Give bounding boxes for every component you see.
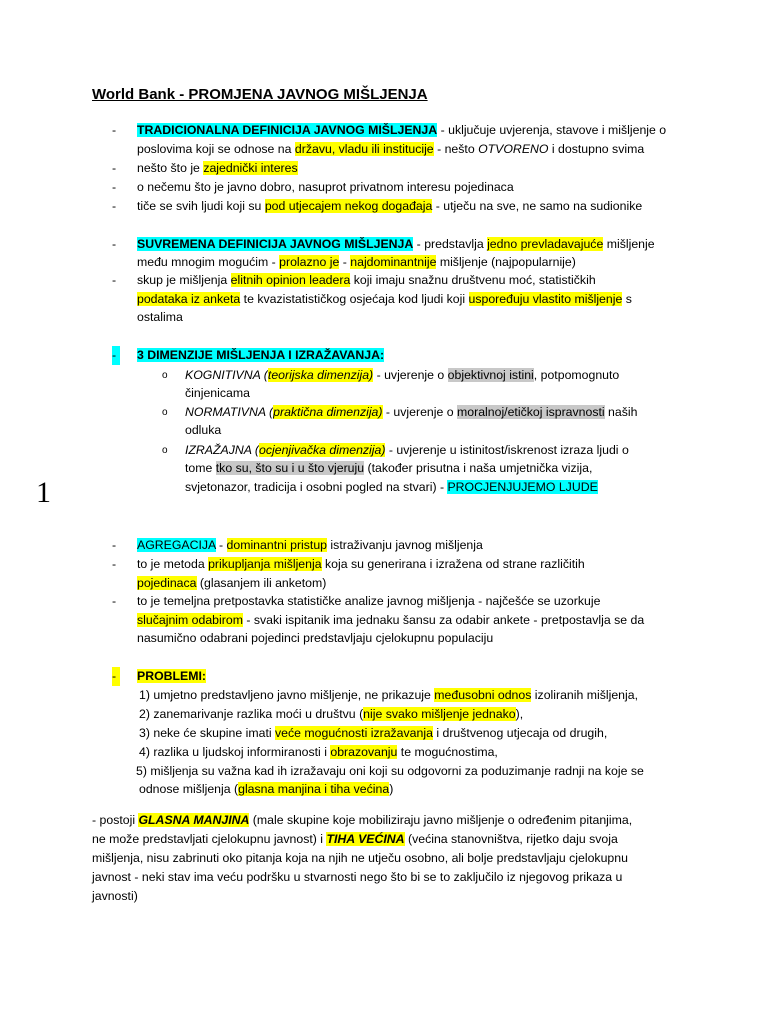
paragraph-line [92,830,618,849]
paragraph-line [137,271,596,290]
page-number: 1 [36,476,51,509]
paragraph-line [137,235,655,254]
bullet-dash: - [112,199,117,213]
text-run: naših [604,405,638,419]
text-run: - [215,538,227,552]
text-run: (većina stanovništva, rijetko daju svoja [404,832,618,846]
bullet-dash: - [112,667,120,686]
text-run: - uključuje uvjerenja, stavove i mišljenje o [437,123,667,137]
highlighted-term: nije svako mišljenje jednako [363,707,516,721]
text-run: ne može predstavljati cjelokupnu javnost) i [92,832,327,846]
highlighted-term: zajednički interes [203,161,298,175]
highlighted-term: GLASNA MANJINA [138,813,250,827]
highlighted-term: najdominantnije [350,255,437,269]
highlighted-term: AGREGACIJA [137,538,216,552]
highlighted-term: ocjenjivačka dimenzija) [259,443,386,457]
highlighted-term: glasna manjina i tiha većina [238,782,390,796]
text-run: koji imaju snažnu društvenu moć, statističkih [350,273,596,287]
text-run: skup je mišljenja [137,273,231,287]
document-title: World Bank - PROMJENA JAVNOG MIŠLJENJA [92,86,428,103]
text-run: 2) zanemarivanje razlika moći u društvu ( [139,707,364,721]
text-run: - uvjerenje o [382,405,458,419]
paragraph-line: mišljenja, nisu zabrinuti oko pitanja koja na njih ne utječu osobno, ali bolje predstavljaju cjelokupnu [92,851,628,865]
text-run: - uvjerenje u istinitost/iskrenost izraza ljudi o [385,443,629,457]
highlighted-term: uspoređuju vlastito mišljenje [468,292,623,306]
highlighted-term: prolazno je [279,255,340,269]
paragraph-line: činjenicama [185,386,250,400]
highlighted-term: SUVREMENA DEFINICIJA JAVNOG MIŠLJENJA [137,237,414,251]
paragraph-line [185,366,619,385]
bullet-dash: - [112,594,117,608]
text-run: to je metoda [137,557,209,571]
text-run: - nešto [433,142,479,156]
highlighted-term: praktična dimenzija) [273,405,383,419]
text-run: među mnogim mogućim - [137,255,280,269]
paragraph-line [185,441,629,460]
highlighted-term: državu, vladu ili institucije [294,142,434,156]
bullet-dash: - [112,237,117,251]
paragraph-line [137,159,298,178]
text-run: (glasanjem ili anketom) [196,576,327,590]
paragraph-line [137,555,585,574]
paragraph-line: javnost - neki stav ima veću podršku u stvarnosti nego što bi se to zaključilo iz njegovog prikaza u [92,870,623,884]
text-run: - [339,255,351,269]
italic-term: NORMATIVNA ( [185,405,274,419]
text-run: poslovima koji se odnose na [137,142,295,156]
text-run: , potpomognuto [533,368,620,382]
bullet-dash: - [112,557,117,571]
bullet-circle: o [162,370,168,381]
paragraph-line [137,140,644,159]
highlighted-term: TIHA VEĆINA [326,832,405,846]
bullet-dash: - [112,161,117,175]
paragraph-line [185,403,637,422]
highlighted-heading: PROBLEMI: [137,669,206,683]
paragraph-line [137,536,483,555]
paragraph-line [139,705,523,724]
text-run: ) [389,782,394,796]
paragraph-line [137,574,326,593]
text-run: mišljenje (najpopularnije) [436,255,576,269]
text-run: istraživanju javnog mišljenja [327,538,483,552]
text-run: izoliranih mišljenja, [531,688,639,702]
highlighted-term: elitnih opinion leadera [230,273,351,287]
highlighted-term: jedno prevladavajuće [487,237,604,251]
highlighted-term: TRADICIONALNA DEFINICIJA JAVNOG MIŠLJENJA [137,123,438,137]
paragraph-line [139,686,638,705]
bullet-dash: - [112,346,120,365]
paragraph-line [139,780,393,799]
text-run: te kvazistatističkog osjećaja kod ljudi koji [240,292,469,306]
highlighted-term: veće mogućnosti izražavanja [275,726,433,740]
bullet-dash: - [112,273,117,287]
text-run: - utječu na sve, ne samo na sudionike [432,199,643,213]
text-run: - predstavlja [413,237,488,251]
paragraph-line [137,197,642,216]
highlighted-term: pojedinaca [137,576,197,590]
paragraph-line [137,121,666,140]
paragraph-line: 5) mišljenja su važna kad ih izražavaju oni koji su odgovorni za poduzimanje radnji na koje se [136,764,644,778]
paragraph-line [92,811,632,830]
paragraph-line [137,253,576,272]
text-run: - svaki ispitanik ima jednaku šansu za odabir ankete - pretpostavlja se da [242,613,645,627]
highlighted-heading: 3 DIMENZIJE MIŠLJENJA I IZRAŽAVANJA: [137,348,385,362]
highlighted-term: prikupljanja mišljenja [208,557,322,571]
text-run: 1) umjetno predstavljeno javno mišljenje, ne prikazuje [139,688,435,702]
paragraph-line: to je temeljna pretpostavka statističke analize javnog mišljenja - najčešće se uzorkuje [137,594,601,608]
text-run: odnose mišljenja ( [139,782,239,796]
text-run: nešto što je [137,161,204,175]
paragraph-line [137,290,632,309]
text-run: i dostupno svima [548,142,645,156]
paragraph-line: nasumično odabrani pojedinci predstavljaju cjelokupnu populaciju [137,631,494,645]
italic-term: IZRAŽAJNA ( [185,443,260,457]
text-run: 4) razlika u ljudskoj informiranosti i [139,745,331,759]
text-run: ), [515,707,524,721]
highlighted-term: međusobni odnos [434,688,532,702]
section-heading [137,346,384,365]
paragraph-line: odluka [185,423,222,437]
paragraph-line [137,611,644,630]
paragraph-line: o nečemu što je javno dobro, nasuprot privatnom interesu pojedinaca [137,180,514,194]
section-heading [137,667,206,686]
text-run: svjetonazor, tradicija i osobni pogled na stvari) - [185,480,448,494]
bullet-dash: - [112,538,117,552]
highlighted-term: podataka iz anketa [137,292,241,306]
highlighted-term: pod utjecajem nekog događaja [264,199,433,213]
bullet-dash: - [112,123,117,137]
text-run: te mogućnostima, [397,745,498,759]
text-run: mišljenje [603,237,655,251]
bullet-dash: - [112,180,117,194]
paragraph-line: ostalima [137,310,183,324]
paragraph-line [185,478,598,497]
text-run: tome [185,461,216,475]
highlighted-term: obrazovanju [330,745,398,759]
text-run: - postoji [92,813,139,827]
text-run: i društvenog utjecaja od drugih, [432,726,608,740]
paragraph-line [139,743,498,762]
paragraph-line [139,724,607,743]
text-run: 3) neke će skupine imati [139,726,276,740]
italic-term: KOGNITIVNA ( [185,368,268,382]
highlighted-term: slučajnim odabirom [137,613,243,627]
highlighted-term: teorijska dimenzija) [267,368,374,382]
text-run: tiče se svih ljudi koji su [137,199,265,213]
text-run: koja su generirana i izražena od strane različitih [321,557,585,571]
text-run: - uvjerenje o [373,368,448,382]
italic-term: OTVORENO [478,142,549,156]
paragraph-line [185,459,592,478]
gray-highlight: moralnoj/etičkoj ispravnosti [457,405,605,419]
bullet-circle: o [162,445,168,456]
bullet-circle: o [162,407,168,418]
gray-highlight: tko su, što su i u što vjeruju [215,461,365,475]
text-run: s [622,292,632,306]
text-run: (male skupine koje mobiliziraju javno mišljenje o određenim pitanjima, [249,813,633,827]
highlighted-term: PROCJENJUJEMO LJUDE [447,480,598,494]
highlighted-term: dominantni pristup [226,538,328,552]
gray-highlight: objektivnoj istini [447,368,534,382]
text-run: (također prisutna i naša umjetnička vizija, [364,461,593,475]
paragraph-line: javnosti) [92,889,138,903]
